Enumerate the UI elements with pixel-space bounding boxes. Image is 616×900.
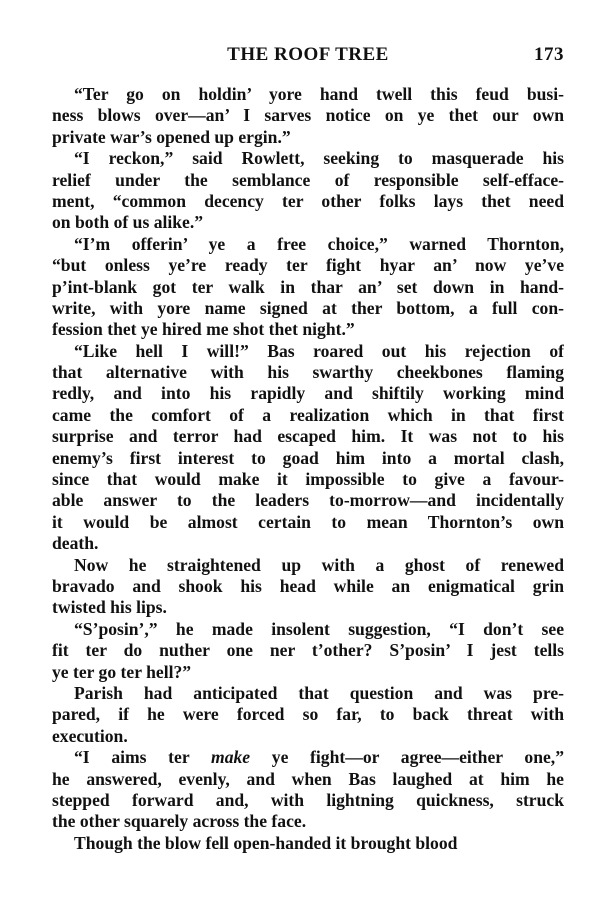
text-line: execution. — [52, 725, 128, 746]
text-line: p’int-blank got ter walk in thar an’ set down in hand- — [52, 276, 564, 297]
text-fragment: “I aims ter — [74, 747, 212, 768]
text-line: enemy’s first interest to goad him into a mortal clash, — [52, 447, 564, 468]
text-line: redly, and into his rapidly and shiftily working mind — [52, 383, 564, 404]
text-line: “Like hell I will!” Bas roared out his rejection of — [74, 340, 564, 361]
text-line: surprise and terror had escaped him. It was not to his — [52, 426, 564, 447]
text-line: “I reckon,” said Rowlett, seeking to masquerade his — [74, 148, 564, 169]
text-line: ment, “common decency ter other folks lays thet need — [52, 190, 564, 211]
text-line: Parish had anticipated that question and was pre- — [74, 682, 564, 703]
text-line: ye ter go ter hell?” — [52, 661, 192, 682]
text-line: write, with yore name signed at ther bottom, a full con- — [52, 297, 564, 318]
text-line: “Ter go on holdin’ yore hand twell this feud busi- — [74, 84, 564, 104]
text-line: stepped forward and, with lightning quickness, struck — [52, 789, 564, 810]
text-fragment: ye fight—or agree—either one,” — [250, 747, 564, 768]
text-line: death. — [52, 533, 99, 554]
text-line: fit ter do nuther one ner t’other? S’posin’ I jest tells — [52, 640, 564, 661]
text-line: twisted his lips. — [52, 597, 167, 618]
book-page — [52, 44, 564, 854]
text-line: Now he straightened up with a ghost of renewed — [74, 554, 564, 575]
emphasized-word: make — [211, 747, 251, 768]
text-line: able answer to the leaders to-morrow—and incidentally — [52, 490, 564, 511]
text-line: the other squarely across the face. — [52, 811, 307, 832]
text-line: bravado and shook his head while an enigmatical grin — [52, 575, 564, 596]
text-line: it would be almost certain to mean Thornton’s own — [52, 511, 564, 532]
text-line: since that would make it impossible to give a favour- — [52, 469, 564, 490]
text-line: “but onless ye’re ready ter fight hyar an’ now ye’ve — [52, 255, 564, 276]
text-line: relief under the semblance of responsible self-efface- — [52, 169, 564, 190]
text-line: came the comfort of a realization which in that first — [52, 404, 564, 425]
page-number: 173 — [534, 44, 564, 65]
running-header — [52, 44, 564, 72]
running-title: THE ROOF TREE — [227, 44, 389, 65]
text-line — [52, 747, 564, 768]
text-line: private war’s opened up ergin.” — [52, 126, 291, 147]
text-line: pared, if he were forced so far, to back threat with — [52, 704, 564, 725]
text-line: on both of us alike.” — [52, 212, 204, 233]
text-line: Though the blow fell open-handed it brought blood — [74, 832, 458, 853]
text-line: “I’m offerin’ ye a free choice,” warned Thornton, — [74, 233, 564, 254]
text-line: “S’posin’,” he made insolent suggestion, “I don’t see — [74, 618, 564, 639]
body-text — [52, 84, 564, 854]
text-line: ness blows over—an’ I sarves notice on ye thet our own — [52, 105, 564, 126]
text-line: that alternative with his swarthy cheekbones flaming — [52, 362, 564, 383]
text-line: fession thet ye hired me shot thet night.” — [52, 319, 355, 340]
text-line: he answered, evenly, and when Bas laughed at him he — [52, 768, 564, 789]
